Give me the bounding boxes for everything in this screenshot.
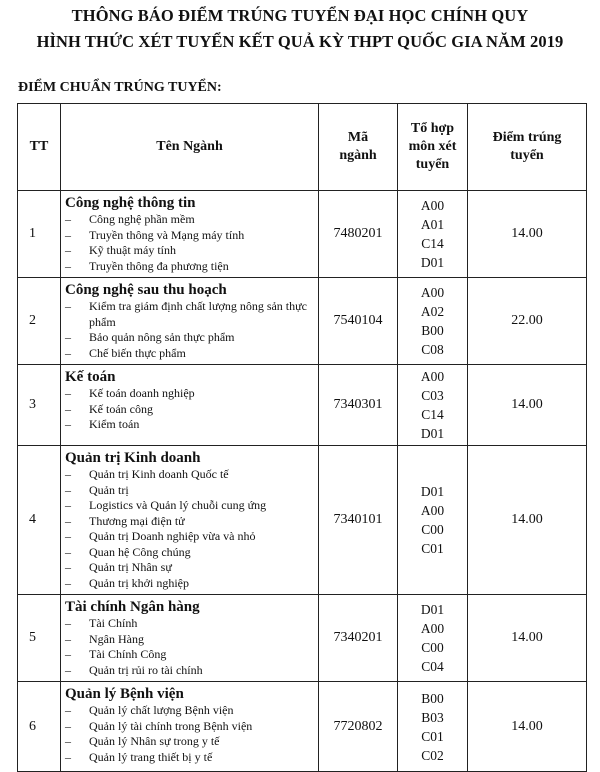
header-tt: TT xyxy=(18,104,61,191)
table-row xyxy=(18,278,587,365)
table-row xyxy=(18,446,587,595)
specialization-item xyxy=(65,719,314,735)
table-row xyxy=(18,682,587,772)
specialization-item xyxy=(65,734,314,750)
combination-code: C01 xyxy=(421,728,444,744)
program-code: 7720802 xyxy=(319,682,398,772)
list-dash: – xyxy=(65,417,71,431)
specialization-item xyxy=(65,483,314,499)
combination-code: A02 xyxy=(420,304,445,319)
program-code: 7540104 xyxy=(319,278,398,365)
specialization-list xyxy=(65,703,314,765)
specialization-label: Quản trị xyxy=(89,482,129,497)
combination-code: A01 xyxy=(420,217,445,232)
specialization-list xyxy=(65,299,314,361)
specialization-item xyxy=(65,663,314,679)
list-dash: – xyxy=(65,299,71,313)
row-number: 5 xyxy=(18,595,61,682)
specialization-item xyxy=(65,529,314,545)
specialization-label: Tài Chính Công xyxy=(89,647,167,661)
subject-combinations xyxy=(398,682,468,772)
header-diem: Điểm trúng tuyển xyxy=(468,104,587,191)
program-name: Công nghệ thông tin xyxy=(65,195,196,211)
cutoff-score: 22.00 xyxy=(468,278,587,365)
specialization-item xyxy=(65,467,314,483)
specialization-item xyxy=(65,386,314,402)
list-dash: – xyxy=(65,575,71,590)
cutoff-score: 14.00 xyxy=(468,446,587,595)
specialization-item xyxy=(65,417,314,433)
list-dash: – xyxy=(65,401,71,416)
specialization-label: Quản lý Nhân sự trong y tế xyxy=(89,734,220,748)
header-ma-nganh: Mã ngành xyxy=(319,104,398,191)
list-dash: – xyxy=(65,467,71,481)
list-dash: – xyxy=(65,631,71,646)
document-title-line2: HÌNH THỨC XÉT TUYỂN KẾT QUẢ KỲ THPT QUỐC GIA NĂM 2019 xyxy=(36,32,564,51)
specialization-item xyxy=(65,616,314,632)
list-dash: – xyxy=(65,662,71,677)
specialization-item xyxy=(65,545,314,561)
specialization-label: Tài Chính xyxy=(89,616,138,630)
specialization-item xyxy=(65,703,314,719)
specialization-label: Kiểm toán xyxy=(89,417,140,431)
combination-code: C03 xyxy=(421,388,444,403)
program-cell xyxy=(61,682,319,772)
specialization-label: Truyền thông đa phương tiện xyxy=(89,258,229,273)
row-number: 1 xyxy=(18,191,61,278)
table-body xyxy=(18,191,587,772)
combination-code: D01 xyxy=(420,255,445,270)
specialization-label: Kế toán công xyxy=(89,401,153,416)
specialization-label: Quản lý trang thiết bị y tế xyxy=(89,749,213,764)
specialization-label: Logistics và Quản lý chuỗi cung ứng xyxy=(89,498,267,512)
list-dash: – xyxy=(65,718,71,733)
specialization-label: Quản trị rủi ro tài chính xyxy=(89,662,203,677)
combination-code: B00 xyxy=(421,690,444,706)
combination-code: B00 xyxy=(421,323,444,338)
specialization-label: Quản trị Kinh doanh Quốc tế xyxy=(89,467,229,481)
list-dash: – xyxy=(65,749,71,764)
list-dash: – xyxy=(65,544,71,559)
list-dash: – xyxy=(65,482,71,497)
specialization-label: Kỹ thuật máy tính xyxy=(89,243,176,257)
header-to-hop: Tổ hợp môn xét tuyển xyxy=(398,104,468,191)
program-name: Quản lý Bệnh viện xyxy=(65,686,184,702)
header-ten-nganh: Tên Ngành xyxy=(61,104,319,191)
specialization-label: Quản trị Nhân sự xyxy=(89,560,172,574)
specialization-item xyxy=(65,647,314,663)
table-row xyxy=(18,365,587,446)
combination-code: B03 xyxy=(421,709,444,725)
specialization-item xyxy=(65,514,314,530)
specialization-item xyxy=(65,402,314,418)
specialization-label: Quản trị khởi nghiệp xyxy=(89,575,189,590)
combination-code: D01 xyxy=(420,602,445,617)
specialization-item xyxy=(65,346,314,362)
program-cell xyxy=(61,446,319,595)
admission-scores-table xyxy=(17,103,587,772)
list-dash: – xyxy=(65,513,71,528)
cutoff-score: 14.00 xyxy=(468,365,587,446)
combination-code: C01 xyxy=(421,541,444,556)
combination-code: A00 xyxy=(420,621,445,636)
combination-code: C02 xyxy=(421,747,444,763)
list-dash: – xyxy=(65,330,71,344)
list-dash: – xyxy=(65,734,71,748)
specialization-label: Ngân Hàng xyxy=(89,631,144,646)
specialization-item xyxy=(65,243,314,259)
program-code: 7340101 xyxy=(319,446,398,595)
list-dash: – xyxy=(65,498,71,512)
specialization-list xyxy=(65,386,314,433)
specialization-label: Quan hệ Công chúng xyxy=(89,544,191,559)
specialization-label: Thương mại điện tử xyxy=(89,513,185,528)
specialization-label: Kiểm tra giám định chất lượng nông sản thực phẩm xyxy=(89,299,307,329)
combination-code: C04 xyxy=(421,659,444,674)
row-number: 6 xyxy=(18,682,61,772)
program-cell xyxy=(61,278,319,365)
specialization-list xyxy=(65,212,314,274)
table-row xyxy=(18,595,587,682)
combination-code: A00 xyxy=(420,503,445,518)
program-cell xyxy=(61,595,319,682)
list-dash: – xyxy=(65,529,71,543)
list-dash: – xyxy=(65,703,71,717)
subject-combinations xyxy=(398,446,468,595)
specialization-label: Quản trị Doanh nghiệp vừa và nhỏ xyxy=(89,529,256,543)
combination-code: C08 xyxy=(421,342,444,357)
program-cell xyxy=(61,365,319,446)
combination-code: C00 xyxy=(421,522,444,537)
program-cell xyxy=(61,191,319,278)
row-number: 4 xyxy=(18,446,61,595)
specialization-label: Quản lý chất lượng Bệnh viện xyxy=(89,703,234,717)
table-row xyxy=(18,191,587,278)
section-label: ĐIỂM CHUẨN TRÚNG TUYỂN: xyxy=(18,80,222,95)
combination-code: D01 xyxy=(420,484,445,499)
program-code: 7480201 xyxy=(319,191,398,278)
specialization-label: Kế toán doanh nghiệp xyxy=(89,386,195,400)
specialization-label: Công nghệ phần mềm xyxy=(89,212,195,226)
subject-combinations xyxy=(398,595,468,682)
row-number: 2 xyxy=(18,278,61,365)
specialization-label: Chế biến thực phẩm xyxy=(89,345,186,360)
list-dash: – xyxy=(65,616,71,630)
combination-code: A00 xyxy=(420,369,445,384)
program-code: 7340201 xyxy=(319,595,398,682)
combination-code: D01 xyxy=(420,426,445,441)
combination-code: C14 xyxy=(421,236,444,251)
specialization-item xyxy=(65,750,314,766)
combination-code: C14 xyxy=(421,407,444,422)
program-name: Công nghệ sau thu hoạch xyxy=(65,282,227,298)
specialization-label: Quản lý tài chính trong Bệnh viện xyxy=(89,718,253,733)
specialization-item xyxy=(65,228,314,244)
specialization-label: Bảo quản nông sản thực phẩm xyxy=(89,330,235,344)
specialization-list xyxy=(65,467,314,591)
combination-code: C00 xyxy=(421,640,444,655)
list-dash: – xyxy=(65,345,71,360)
table-header-row xyxy=(18,104,587,191)
list-dash: – xyxy=(65,647,71,661)
document-title-line1: THÔNG BÁO ĐIỂM TRÚNG TUYỂN ĐẠI HỌC CHÍNH QUY xyxy=(71,6,529,25)
subject-combinations xyxy=(398,365,468,446)
subject-combinations xyxy=(398,191,468,278)
list-dash: – xyxy=(65,227,71,242)
specialization-list xyxy=(65,616,314,678)
specialization-item xyxy=(65,576,314,592)
program-name: Tài chính Ngân hàng xyxy=(65,599,200,615)
specialization-item xyxy=(65,560,314,576)
specialization-item xyxy=(65,330,314,346)
list-dash: – xyxy=(65,243,71,257)
specialization-item xyxy=(65,498,314,514)
combination-code: A00 xyxy=(420,198,445,213)
specialization-item xyxy=(65,299,314,330)
list-dash: – xyxy=(65,386,71,400)
list-dash: – xyxy=(65,212,71,226)
row-number: 3 xyxy=(18,365,61,446)
specialization-item xyxy=(65,212,314,228)
cutoff-score: 14.00 xyxy=(468,682,587,772)
cutoff-score: 14.00 xyxy=(468,595,587,682)
specialization-item xyxy=(65,259,314,275)
cutoff-score: 14.00 xyxy=(468,191,587,278)
subject-combinations xyxy=(398,278,468,365)
list-dash: – xyxy=(65,258,71,273)
list-dash: – xyxy=(65,560,71,574)
combination-code: A00 xyxy=(420,285,445,300)
program-name: Quản trị Kinh doanh xyxy=(65,450,201,466)
specialization-item xyxy=(65,632,314,648)
program-name: Kế toán xyxy=(65,369,116,385)
specialization-label: Truyền thông và Mạng máy tính xyxy=(89,227,245,242)
program-code: 7340301 xyxy=(319,365,398,446)
